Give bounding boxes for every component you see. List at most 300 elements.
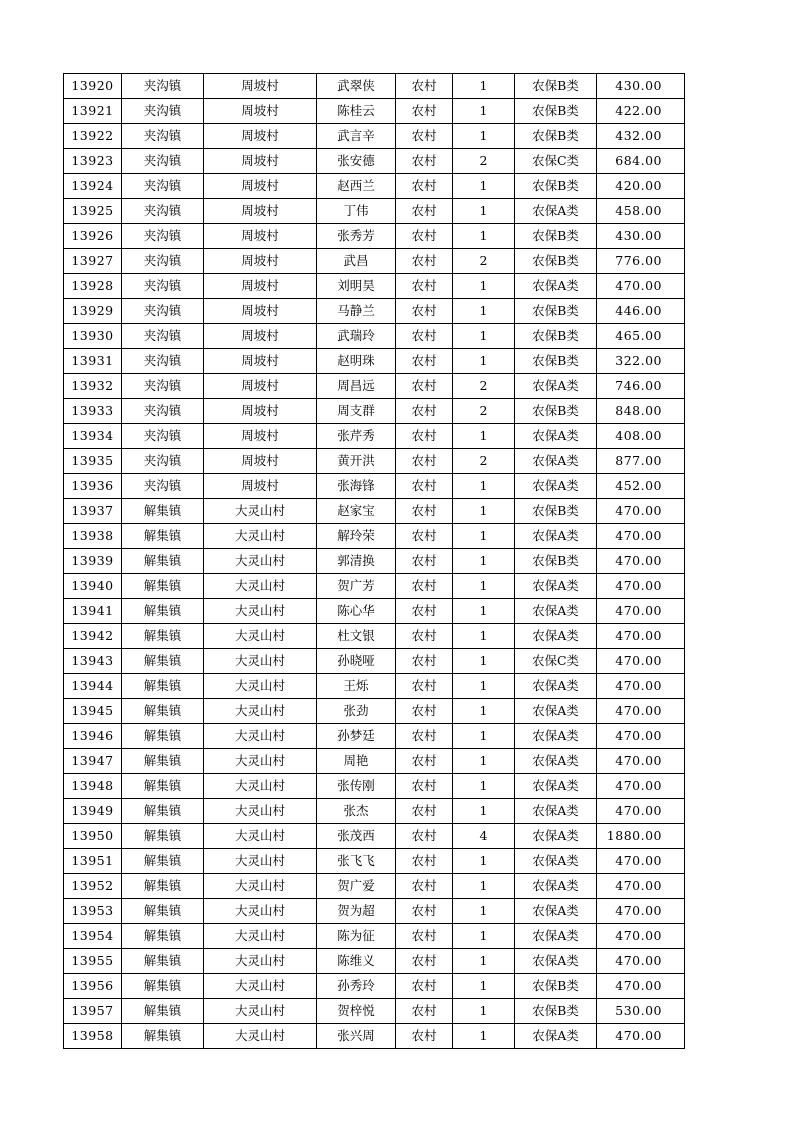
- table-row: [64, 599, 685, 624]
- table-row: [64, 624, 685, 649]
- cell-town: 解集镇: [122, 499, 204, 524]
- cell-town: 夹沟镇: [122, 424, 204, 449]
- cell-count: 2: [453, 449, 515, 474]
- records-table: [63, 73, 685, 1049]
- cell-record-id: 13930: [64, 324, 122, 349]
- cell-type: 农村: [396, 774, 453, 799]
- cell-category: 农保A类: [515, 1024, 597, 1049]
- table-row: [64, 949, 685, 974]
- cell-person-name: 陈维义: [317, 949, 396, 974]
- cell-type: 农村: [396, 174, 453, 199]
- cell-category: 农保A类: [515, 674, 597, 699]
- cell-person-name: 武昌: [317, 249, 396, 274]
- cell-person-name: 黄开洪: [317, 449, 396, 474]
- cell-record-id: 13954: [64, 924, 122, 949]
- cell-amount: 458.00: [597, 199, 685, 224]
- cell-amount: 446.00: [597, 299, 685, 324]
- cell-village: 大灵山村: [204, 999, 317, 1024]
- cell-village: 大灵山村: [204, 724, 317, 749]
- cell-town: 夹沟镇: [122, 149, 204, 174]
- cell-amount: 470.00: [597, 899, 685, 924]
- cell-amount: 877.00: [597, 449, 685, 474]
- cell-person-name: 刘明昊: [317, 274, 396, 299]
- cell-category: 农保B类: [515, 974, 597, 999]
- table-row: [64, 749, 685, 774]
- table-row: [64, 999, 685, 1024]
- cell-amount: 470.00: [597, 1024, 685, 1049]
- cell-person-name: 张传刚: [317, 774, 396, 799]
- cell-category: 农保B类: [515, 99, 597, 124]
- cell-village: 周坡村: [204, 224, 317, 249]
- cell-village: 周坡村: [204, 424, 317, 449]
- cell-town: 解集镇: [122, 974, 204, 999]
- cell-type: 农村: [396, 624, 453, 649]
- cell-person-name: 张秀芳: [317, 224, 396, 249]
- cell-amount: 530.00: [597, 999, 685, 1024]
- cell-person-name: 张茂西: [317, 824, 396, 849]
- cell-record-id: 13944: [64, 674, 122, 699]
- cell-town: 夹沟镇: [122, 399, 204, 424]
- cell-village: 周坡村: [204, 399, 317, 424]
- cell-village: 大灵山村: [204, 749, 317, 774]
- cell-record-id: 13946: [64, 724, 122, 749]
- cell-person-name: 武言辛: [317, 124, 396, 149]
- table-row: [64, 499, 685, 524]
- cell-amount: 470.00: [597, 524, 685, 549]
- table-row: [64, 674, 685, 699]
- cell-amount: 322.00: [597, 349, 685, 374]
- cell-type: 农村: [396, 499, 453, 524]
- cell-person-name: 周支群: [317, 399, 396, 424]
- cell-record-id: 13948: [64, 774, 122, 799]
- cell-record-id: 13949: [64, 799, 122, 824]
- cell-record-id: 13938: [64, 524, 122, 549]
- cell-person-name: 张飞飞: [317, 849, 396, 874]
- cell-record-id: 13940: [64, 574, 122, 599]
- cell-person-name: 孙晓哑: [317, 649, 396, 674]
- cell-category: 农保A类: [515, 374, 597, 399]
- cell-count: 1: [453, 474, 515, 499]
- cell-person-name: 张海锋: [317, 474, 396, 499]
- table-row: [64, 474, 685, 499]
- cell-record-id: 13933: [64, 399, 122, 424]
- cell-town: 解集镇: [122, 674, 204, 699]
- table-row: [64, 974, 685, 999]
- cell-amount: 420.00: [597, 174, 685, 199]
- cell-village: 大灵山村: [204, 599, 317, 624]
- cell-count: 1: [453, 549, 515, 574]
- cell-type: 农村: [396, 224, 453, 249]
- cell-category: 农保A类: [515, 924, 597, 949]
- cell-count: 1: [453, 999, 515, 1024]
- cell-amount: 848.00: [597, 399, 685, 424]
- cell-category: 农保A类: [515, 874, 597, 899]
- cell-amount: 470.00: [597, 849, 685, 874]
- table-row: [64, 274, 685, 299]
- cell-town: 解集镇: [122, 649, 204, 674]
- table-row: [64, 699, 685, 724]
- table-row: [64, 349, 685, 374]
- table-row: [64, 424, 685, 449]
- cell-village: 周坡村: [204, 299, 317, 324]
- cell-type: 农村: [396, 274, 453, 299]
- table-row: [64, 99, 685, 124]
- cell-count: 1: [453, 349, 515, 374]
- cell-village: 周坡村: [204, 249, 317, 274]
- cell-type: 农村: [396, 1024, 453, 1049]
- cell-person-name: 陈桂云: [317, 99, 396, 124]
- cell-person-name: 周艳: [317, 749, 396, 774]
- cell-village: 大灵山村: [204, 949, 317, 974]
- cell-type: 农村: [396, 599, 453, 624]
- cell-amount: 470.00: [597, 799, 685, 824]
- cell-amount: 465.00: [597, 324, 685, 349]
- cell-category: 农保B类: [515, 124, 597, 149]
- table-row: [64, 724, 685, 749]
- cell-record-id: 13947: [64, 749, 122, 774]
- cell-type: 农村: [396, 949, 453, 974]
- cell-count: 1: [453, 799, 515, 824]
- cell-person-name: 贺广爱: [317, 874, 396, 899]
- cell-category: 农保A类: [515, 474, 597, 499]
- cell-town: 解集镇: [122, 824, 204, 849]
- cell-village: 周坡村: [204, 324, 317, 349]
- cell-person-name: 陈为征: [317, 924, 396, 949]
- cell-town: 解集镇: [122, 624, 204, 649]
- cell-type: 农村: [396, 424, 453, 449]
- cell-count: 1: [453, 899, 515, 924]
- cell-count: 1: [453, 299, 515, 324]
- cell-type: 农村: [396, 399, 453, 424]
- cell-person-name: 陈心华: [317, 599, 396, 624]
- table-row: [64, 174, 685, 199]
- cell-record-id: 13924: [64, 174, 122, 199]
- cell-count: 1: [453, 724, 515, 749]
- cell-count: 1: [453, 849, 515, 874]
- cell-town: 夹沟镇: [122, 299, 204, 324]
- cell-type: 农村: [396, 374, 453, 399]
- cell-type: 农村: [396, 149, 453, 174]
- cell-category: 农保B类: [515, 399, 597, 424]
- cell-village: 大灵山村: [204, 649, 317, 674]
- cell-category: 农保B类: [515, 249, 597, 274]
- cell-category: 农保C类: [515, 149, 597, 174]
- cell-record-id: 13927: [64, 249, 122, 274]
- cell-village: 大灵山村: [204, 774, 317, 799]
- table-row: [64, 774, 685, 799]
- cell-count: 1: [453, 274, 515, 299]
- cell-category: 农保A类: [515, 949, 597, 974]
- cell-type: 农村: [396, 549, 453, 574]
- cell-record-id: 13926: [64, 224, 122, 249]
- cell-person-name: 张芹秀: [317, 424, 396, 449]
- cell-amount: 470.00: [597, 949, 685, 974]
- cell-village: 大灵山村: [204, 849, 317, 874]
- cell-village: 周坡村: [204, 474, 317, 499]
- cell-person-name: 郭清换: [317, 549, 396, 574]
- cell-amount: 746.00: [597, 374, 685, 399]
- cell-village: 大灵山村: [204, 624, 317, 649]
- cell-count: 1: [453, 524, 515, 549]
- cell-category: 农保B类: [515, 74, 597, 99]
- table-row: [64, 824, 685, 849]
- cell-count: 1: [453, 199, 515, 224]
- cell-type: 农村: [396, 674, 453, 699]
- cell-type: 农村: [396, 849, 453, 874]
- cell-record-id: 13958: [64, 1024, 122, 1049]
- cell-record-id: 13942: [64, 624, 122, 649]
- cell-amount: 470.00: [597, 874, 685, 899]
- table-row: [64, 849, 685, 874]
- cell-count: 1: [453, 949, 515, 974]
- cell-record-id: 13934: [64, 424, 122, 449]
- cell-village: 大灵山村: [204, 974, 317, 999]
- cell-village: 大灵山村: [204, 524, 317, 549]
- cell-town: 解集镇: [122, 774, 204, 799]
- cell-village: 周坡村: [204, 349, 317, 374]
- cell-type: 农村: [396, 474, 453, 499]
- cell-village: 大灵山村: [204, 874, 317, 899]
- cell-town: 解集镇: [122, 549, 204, 574]
- cell-count: 1: [453, 699, 515, 724]
- cell-record-id: 13939: [64, 549, 122, 574]
- cell-type: 农村: [396, 999, 453, 1024]
- cell-record-id: 13921: [64, 99, 122, 124]
- cell-village: 周坡村: [204, 199, 317, 224]
- cell-category: 农保A类: [515, 574, 597, 599]
- cell-type: 农村: [396, 749, 453, 774]
- cell-record-id: 13950: [64, 824, 122, 849]
- cell-category: 农保B类: [515, 324, 597, 349]
- cell-person-name: 马静兰: [317, 299, 396, 324]
- cell-village: 大灵山村: [204, 699, 317, 724]
- cell-village: 周坡村: [204, 374, 317, 399]
- cell-count: 1: [453, 874, 515, 899]
- cell-type: 农村: [396, 974, 453, 999]
- cell-town: 夹沟镇: [122, 324, 204, 349]
- cell-record-id: 13953: [64, 899, 122, 924]
- cell-person-name: 丁伟: [317, 199, 396, 224]
- cell-count: 1: [453, 99, 515, 124]
- cell-village: 周坡村: [204, 274, 317, 299]
- cell-type: 农村: [396, 649, 453, 674]
- document-sheet: [63, 73, 685, 1049]
- cell-category: 农保B类: [515, 999, 597, 1024]
- cell-count: 1: [453, 174, 515, 199]
- cell-amount: 470.00: [597, 624, 685, 649]
- cell-count: 1: [453, 649, 515, 674]
- cell-amount: 470.00: [597, 924, 685, 949]
- cell-record-id: 13936: [64, 474, 122, 499]
- cell-type: 农村: [396, 299, 453, 324]
- cell-count: 1: [453, 974, 515, 999]
- cell-amount: 470.00: [597, 549, 685, 574]
- cell-person-name: 武瑞玲: [317, 324, 396, 349]
- cell-town: 解集镇: [122, 799, 204, 824]
- cell-town: 解集镇: [122, 999, 204, 1024]
- cell-type: 农村: [396, 324, 453, 349]
- cell-amount: 452.00: [597, 474, 685, 499]
- cell-category: 农保A类: [515, 524, 597, 549]
- cell-town: 夹沟镇: [122, 249, 204, 274]
- cell-town: 夹沟镇: [122, 449, 204, 474]
- cell-amount: 470.00: [597, 574, 685, 599]
- cell-count: 1: [453, 74, 515, 99]
- cell-type: 农村: [396, 99, 453, 124]
- cell-person-name: 王烁: [317, 674, 396, 699]
- cell-person-name: 张安德: [317, 149, 396, 174]
- cell-record-id: 13925: [64, 199, 122, 224]
- cell-count: 2: [453, 399, 515, 424]
- cell-record-id: 13937: [64, 499, 122, 524]
- cell-category: 农保A类: [515, 599, 597, 624]
- cell-town: 解集镇: [122, 699, 204, 724]
- table-row: [64, 124, 685, 149]
- table-row: [64, 449, 685, 474]
- cell-count: 1: [453, 749, 515, 774]
- cell-count: 2: [453, 249, 515, 274]
- cell-amount: 470.00: [597, 674, 685, 699]
- cell-village: 大灵山村: [204, 1024, 317, 1049]
- cell-count: 1: [453, 124, 515, 149]
- cell-amount: 684.00: [597, 149, 685, 174]
- cell-type: 农村: [396, 899, 453, 924]
- cell-town: 解集镇: [122, 899, 204, 924]
- cell-town: 夹沟镇: [122, 99, 204, 124]
- cell-type: 农村: [396, 199, 453, 224]
- cell-count: 1: [453, 674, 515, 699]
- cell-type: 农村: [396, 449, 453, 474]
- cell-count: 1: [453, 774, 515, 799]
- cell-village: 周坡村: [204, 74, 317, 99]
- cell-person-name: 武翠侠: [317, 74, 396, 99]
- cell-village: 周坡村: [204, 149, 317, 174]
- cell-count: 1: [453, 574, 515, 599]
- table-row: [64, 924, 685, 949]
- cell-category: 农保B类: [515, 299, 597, 324]
- cell-person-name: 孙梦廷: [317, 724, 396, 749]
- cell-record-id: 13932: [64, 374, 122, 399]
- table-body: [64, 74, 685, 1049]
- cell-count: 4: [453, 824, 515, 849]
- cell-town: 解集镇: [122, 524, 204, 549]
- cell-amount: 470.00: [597, 499, 685, 524]
- cell-category: 农保A类: [515, 824, 597, 849]
- cell-type: 农村: [396, 249, 453, 274]
- cell-person-name: 张杰: [317, 799, 396, 824]
- cell-type: 农村: [396, 824, 453, 849]
- table-row: [64, 249, 685, 274]
- table-row: [64, 199, 685, 224]
- cell-person-name: 赵西兰: [317, 174, 396, 199]
- cell-count: 1: [453, 324, 515, 349]
- cell-amount: 430.00: [597, 224, 685, 249]
- cell-town: 解集镇: [122, 949, 204, 974]
- cell-record-id: 13931: [64, 349, 122, 374]
- cell-person-name: 贺广芳: [317, 574, 396, 599]
- cell-village: 大灵山村: [204, 799, 317, 824]
- cell-category: 农保B类: [515, 349, 597, 374]
- cell-town: 夹沟镇: [122, 199, 204, 224]
- cell-count: 1: [453, 499, 515, 524]
- cell-category: 农保A类: [515, 899, 597, 924]
- cell-town: 夹沟镇: [122, 274, 204, 299]
- cell-village: 周坡村: [204, 449, 317, 474]
- cell-town: 解集镇: [122, 849, 204, 874]
- table-row: [64, 899, 685, 924]
- cell-person-name: 赵家宝: [317, 499, 396, 524]
- cell-record-id: 13920: [64, 74, 122, 99]
- cell-person-name: 杜文银: [317, 624, 396, 649]
- cell-count: 2: [453, 149, 515, 174]
- cell-category: 农保A类: [515, 699, 597, 724]
- cell-record-id: 13941: [64, 599, 122, 624]
- cell-person-name: 贺梓悦: [317, 999, 396, 1024]
- cell-person-name: 张劲: [317, 699, 396, 724]
- cell-category: 农保B类: [515, 174, 597, 199]
- cell-record-id: 13923: [64, 149, 122, 174]
- table-row: [64, 299, 685, 324]
- cell-person-name: 张兴周: [317, 1024, 396, 1049]
- cell-amount: 776.00: [597, 249, 685, 274]
- cell-record-id: 13928: [64, 274, 122, 299]
- cell-category: 农保B类: [515, 224, 597, 249]
- cell-record-id: 13952: [64, 874, 122, 899]
- cell-amount: 430.00: [597, 74, 685, 99]
- cell-town: 解集镇: [122, 749, 204, 774]
- cell-person-name: 赵明珠: [317, 349, 396, 374]
- cell-count: 2: [453, 374, 515, 399]
- cell-village: 周坡村: [204, 99, 317, 124]
- cell-town: 解集镇: [122, 574, 204, 599]
- cell-type: 农村: [396, 124, 453, 149]
- cell-type: 农村: [396, 74, 453, 99]
- cell-count: 1: [453, 624, 515, 649]
- cell-count: 1: [453, 224, 515, 249]
- cell-person-name: 解玲荣: [317, 524, 396, 549]
- cell-village: 大灵山村: [204, 574, 317, 599]
- cell-amount: 470.00: [597, 649, 685, 674]
- cell-type: 农村: [396, 724, 453, 749]
- cell-town: 解集镇: [122, 1024, 204, 1049]
- cell-category: 农保A类: [515, 799, 597, 824]
- cell-amount: 470.00: [597, 274, 685, 299]
- cell-town: 解集镇: [122, 599, 204, 624]
- cell-type: 农村: [396, 799, 453, 824]
- cell-category: 农保C类: [515, 649, 597, 674]
- table-row: [64, 549, 685, 574]
- cell-amount: 432.00: [597, 124, 685, 149]
- cell-count: 1: [453, 924, 515, 949]
- cell-town: 夹沟镇: [122, 474, 204, 499]
- cell-amount: 1880.00: [597, 824, 685, 849]
- cell-record-id: 13955: [64, 949, 122, 974]
- cell-record-id: 13943: [64, 649, 122, 674]
- table-row: [64, 799, 685, 824]
- cell-amount: 470.00: [597, 699, 685, 724]
- cell-village: 周坡村: [204, 174, 317, 199]
- cell-amount: 422.00: [597, 99, 685, 124]
- cell-village: 大灵山村: [204, 674, 317, 699]
- table-row: [64, 149, 685, 174]
- cell-village: 大灵山村: [204, 824, 317, 849]
- cell-category: 农保A类: [515, 624, 597, 649]
- cell-record-id: 13945: [64, 699, 122, 724]
- cell-type: 农村: [396, 349, 453, 374]
- cell-type: 农村: [396, 874, 453, 899]
- table-row: [64, 574, 685, 599]
- cell-category: 农保A类: [515, 424, 597, 449]
